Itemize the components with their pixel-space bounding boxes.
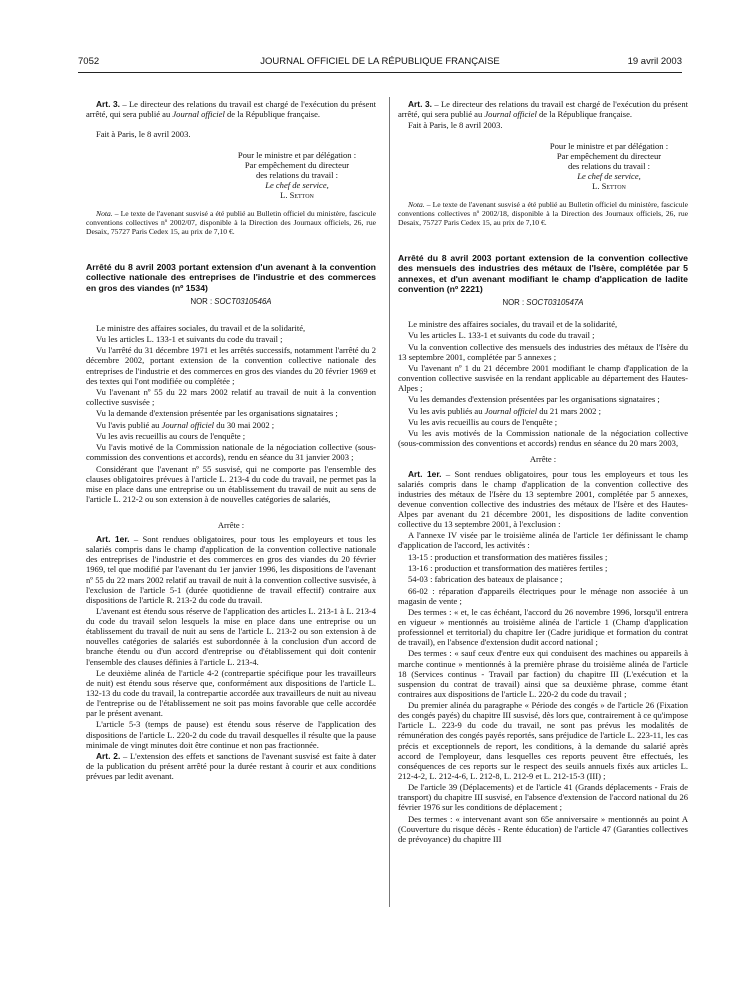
signature-line-1: Pour le ministre et par délégation : <box>549 140 669 151</box>
paragraph: De l'article 39 (Déplacements) et de l'article 41 (Grands déplacements - Frais de transport) du chapitre III susvisé, en l'absence d'extension de l'accord national du 26 février 1976 sur les conditions de déplacement ; <box>398 782 688 813</box>
article-2: Art. 2. – L'extension des effets et sanctions de l'avenant susvisé est faite à dater de la publication du présent arrêté pour la durée restant à courir et aux conditions prévues par ledit avenant. <box>86 750 376 782</box>
paragraph: Vu l'avenant nº 55 du 22 mars 2002 relatif au travail de nuit à la convention collective susvisée ; <box>86 386 376 408</box>
paragraph: Vu les avis publiés au Journal officiel du 21 mars 2002 ; <box>408 405 601 416</box>
paragraph: Vu la convention collective des mensuels des industries des métaux de l'Isère du 13 septembre 2001, complétée par 5 annexes ; <box>398 341 688 362</box>
page-number: 7052 <box>78 56 100 67</box>
journal-title: JOURNAL OFFICIEL DE LA RÉPUBLIQUE FRANÇAISE <box>260 56 500 67</box>
paragraph: Du premier alinéa du paragraphe « Période des congés » de l'article 26 (Fixation des congés payés) du chapitre III susvisé, dès lors que, contrairement à ce qu'impose l'article L. 223-9 du code du travail, ne sont pas prévus les modalités de rémunération des congés payés reportés, sans préjudice de l'article L. 223-11, les cas précis et exceptionnels de report, les conditions, à la demande du salarié après accord de l'employeur, dans lesquelles ces reports peuvent être effectués, les conséquences de ces reports sur le respect des seuils annuels fixés aux articles L. 212-4-2, L. 212-4-6, L. 212-8, L. 212-9 et L. 212-15-3 (III) ; <box>398 700 688 781</box>
paragraph: Des termes : « et, le cas échéant, l'accord du 26 novembre 1996, lorsqu'il entrera en vigueur » mentionnés au troisième alinéa de l'article 1 (Champ d'application professionnel et territorial) du chapitre Ier (Cadre juridique et formation du contrat de travail), en l'absence d'extension dudit accord national ; <box>398 606 688 648</box>
arrete-heading: Arrête : <box>217 520 245 531</box>
activity-item: 13-15 : production et transformation des matières fissiles ; <box>408 551 608 562</box>
paragraph: Considérant que l'avenant nº 55 susvisé, qui ne comporte pas l'ensemble des clauses obligatoires prévues à l'article L. 213-4 du code du travail, ne permet pas la mise en place dans une entreprise ou un établissement du travail de nuit au sens de l'article L. 212-2 ou son extension à de nouvelles catégories de salariés, <box>86 463 376 504</box>
article-1: Art. 1er. – Sont rendues obligatoires, pour tous les employeurs et tous les salariés compris dans le champ d'application de la convention collective nationale des entreprises de l'industrie et des commerces en gros des viandes du 20 février 1969, tel que modifié par l'avenant du 1er janvier 1996, les dispositions de l'avenant nº 55 du 22 mars 2002 relatif au travail de nuit à la convention collective susvisée, à l'exclusion de l'article 5-1 (durée quotidienne de travail effectif) contraire aux dispositions de l'article R. 213-2 du code du travail. <box>86 534 376 605</box>
paragraph: Le ministre des affaires sociales, du travail et de la solidarité, <box>408 319 618 330</box>
signature-name: L. Setton <box>280 190 314 201</box>
paragraph: Des termes : « intervenant avant son 65e anniversaire » mentionnés au point A (Couverture du risque décès - Rente éducation) de l'article 47 (Garanties collectives de prévoyance) du chapitre III <box>398 813 688 844</box>
paragraph: Vu l'avis motivé de la Commission nationale de la négociation collective (sous-commission des conventions et accords), rendu en séance du 31 janvier 2003 ; <box>86 442 376 463</box>
paragraph: Vu les avis recueillis au cours de l'enquête ; <box>408 417 558 427</box>
page-header <box>78 52 682 70</box>
paragraph: Vu l'avis publié au Journal officiel du 30 mai 2002 ; <box>96 419 275 430</box>
nor-reference: NOR : SOCT0310547A <box>502 297 584 307</box>
paragraph: Vu l'avenant nº 1 du 21 décembre 2001 modifiant le champ d'application de la convention collective susvisée en la rendant applicable au département des Hautes-Alpes ; <box>398 362 688 394</box>
paragraph: Vu la demande d'extension présentée par les organisations signataires ; <box>96 408 338 419</box>
signature-line-2: Par empêchement du directeur <box>556 150 662 161</box>
signature-line-3: des relations du travail : <box>255 169 339 180</box>
arrete-heading: Arrête : <box>529 454 557 465</box>
left-column <box>86 99 376 782</box>
decree-title: Arrêté du 8 avril 2003 portant extension d'un avenant à la convention collective nationale des entreprises de l'industrie et des commerces en gros des viandes (nº 1534) <box>86 262 376 293</box>
activity-item: 54-03 : fabrication des bateaux de plaisance ; <box>408 574 563 585</box>
header-rule <box>78 72 682 73</box>
article-3: Art. 3. – Le directeur des relations du travail est chargé de l'exécution du présent arrêté, qui sera publié au Journal officiel de la République française. <box>398 99 688 120</box>
article-1: Art. 1er. – Sont rendues obligatoires, pour tous les employeurs et tous les salariés compris dans le champ d'application de la convention collective des industries des métaux de l'Isère du 13 septembre 2001, complétée par 5 annexes, devenue convention collective des industries des métaux de l'Isère et des Hautes-Alpes par avenant du 21 décembre 2001, les dispositions de ladite convention collective du 13 septembre 2001, à l'exclusion : <box>398 468 688 530</box>
paragraph: Vu l'arrêté du 31 décembre 1971 et les arrêtés successifs, notamment l'arrêté du 2 décembre 2002, portant extension de la convention collective nationale des entreprises de l'industrie et des commerces en gros des viandes du 20 février 1969 et des textes qui l'ont modifiée ou complétée ; <box>86 345 376 386</box>
signature-line-1: Pour le ministre et par délégation : <box>237 149 357 160</box>
right-column <box>398 99 688 845</box>
paragraph: Vu les articles L. 133-1 et suivants du code du travail ; <box>408 330 595 341</box>
paragraph: Vu les articles L. 133-1 et suivants du code du travail ; <box>96 334 283 345</box>
nota: Nota. – Le texte de l'avenant susvisé a été publié au Bulletin officiel du ministère, fascicule conventions collectives nº 2002/07, disponible à la Direction des Journaux officiels, 26, rue Desaix, 75727 Paris Cedex 15, au prix de 7,10 €. <box>86 209 376 237</box>
paragraph: Vu les avis motivés de la Commission nationale de la négociation collective (sous-commission des conventions et accords) rendus en séance du 20 mars 2003, <box>398 428 688 449</box>
paragraph: Le ministre des affaires sociales, du travail et de la solidarité, <box>96 322 306 333</box>
paragraph: L'avenant est étendu sous réserve de l'application des articles L. 213-1 à L. 213-4 du code du travail selon lesquels la mise en place dans une entreprise ou un établissement du travail de nuit au sens de l'article L. 213-2 ou son extension à de nouvelles catégories de salariés est subordonnée à la conclusion d'un accord de branche étendu ou d'un accord d'entreprise ou d'établissement qui doit contenir l'ensemble des clauses définies à l'article L. 213-4. <box>86 606 376 667</box>
nor-reference: NOR : SOCT0310546A <box>190 296 272 306</box>
paragraph: L'article 5-3 (temps de pause) est étendu sous réserve de l'application des dispositions de l'article L. 220-2 du code du travail desquelles il résulte que la pause minimale de vingt minutes doit être continue et non pas fractionnée. <box>86 719 376 750</box>
signature-line-4: Le chef de service, <box>577 170 641 181</box>
paragraph: Le deuxième alinéa de l'article 4-2 (contrepartie spécifique pour les travailleurs de nuit) est étendu sous réserve que, conformément aux dispositions de l'article L. 132-13 du code du travail, la contrepartie accordée aux travailleurs de nuit au niveau de l'entreprise ou de l'établissement ne soit pas moins favorable que celle accordée par le présent avenant. <box>86 667 376 719</box>
fait-a-paris: Fait à Paris, le 8 avril 2003. <box>96 129 191 140</box>
column-divider <box>389 97 390 907</box>
issue-date: 19 avril 2003 <box>627 56 682 67</box>
signature-name: L. Setton <box>592 181 626 192</box>
paragraph: Vu les avis recueillis au cours de l'enquête ; <box>96 430 246 441</box>
paragraph: Des termes : « sauf ceux d'entre eux qui conduisent des machines ou appareils à marche continue » mentionnés à la première phrase du troisième alinéa de l'article 18 (Services continus - Travail par faction) du chapitre III (L'exécution et la suspension du contrat de travail) ainsi que sa deuxième phrase, comme étant contraires aux dispositions de l'article L. 220-2 du code du travail ; <box>398 648 688 699</box>
signature-line-2: Par empêchement du directeur <box>244 159 350 170</box>
fait-a-paris: Fait à Paris, le 8 avril 2003. <box>408 120 503 131</box>
paragraph: A l'annexe IV visée par le troisième alinéa de l'article 1er définissant le champ d'application de l'accord, les activités : <box>398 530 688 551</box>
article-3: Art. 3. – Le directeur des relations du travail est chargé de l'exécution du présent arrêté, qui sera publié au Journal officiel de la République française. <box>86 99 376 120</box>
paragraph: Vu les demandes d'extension présentées par les organisations signataires ; <box>408 394 660 405</box>
signature-line-3: des relations du travail : <box>567 160 651 171</box>
signature-line-4: Le chef de service, <box>265 179 329 190</box>
decree-title: Arrêté du 8 avril 2003 portant extension de la convention collective des mensuels des industries des métaux de l'Isère, complétée par 5 annexes, et d'un avenant modifiant le champ d'application de ladite convention (nº 2221) <box>398 253 688 294</box>
activity-item: 13-16 : production et transformation des matières fertiles ; <box>408 562 608 573</box>
activity-item: 66-02 : réparation d'appareils électriques pour le ménage non associée à un magasin de vente ; <box>398 585 688 606</box>
nota: Nota. – Le texte de l'avenant susvisé a été publié au Bulletin officiel du ministère, fascicule conventions collectives nº 2002/18, disponible à la Direction des Journaux officiels, 26, rue Desaix, 75727 Paris Cedex 15, au prix de 7,10 €. <box>398 200 688 228</box>
